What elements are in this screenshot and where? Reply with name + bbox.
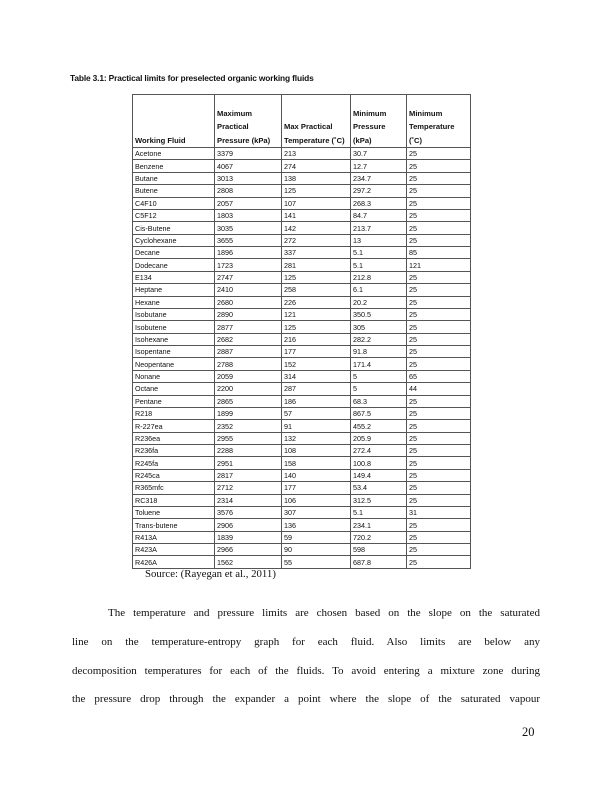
cell-max-temperature: 213 xyxy=(282,148,351,160)
cell-min-temperature: 25 xyxy=(407,482,471,494)
table-row xyxy=(133,247,471,259)
cell-max-pressure: 2200 xyxy=(215,383,282,395)
cell-min-pressure: 171.4 xyxy=(351,358,407,370)
cell-max-pressure: 3379 xyxy=(215,148,282,160)
cell-max-temperature: 337 xyxy=(282,247,351,259)
cell-max-pressure: 2059 xyxy=(215,370,282,382)
paragraph-line: The temperature and pressure limits are chosen based on the slope on the saturated xyxy=(108,607,540,619)
cell-min-pressure: 5 xyxy=(351,383,407,395)
cell-max-pressure: 2951 xyxy=(215,457,282,469)
cell-max-pressure: 1723 xyxy=(215,259,282,271)
cell-min-pressure: 84.7 xyxy=(351,209,407,221)
cell-max-pressure: 2788 xyxy=(215,358,282,370)
table-row xyxy=(133,445,471,457)
cell-max-temperature: 138 xyxy=(282,172,351,184)
cell-min-pressure: 297.2 xyxy=(351,185,407,197)
cell-min-temperature: 121 xyxy=(407,259,471,271)
cell-max-pressure: 1839 xyxy=(215,531,282,543)
table-row xyxy=(133,185,471,197)
cell-min-pressure: 687.8 xyxy=(351,556,407,568)
table-row xyxy=(133,531,471,543)
cell-min-temperature: 25 xyxy=(407,148,471,160)
cell-fluid-name: Nonane xyxy=(133,370,215,382)
cell-max-pressure: 2352 xyxy=(215,420,282,432)
cell-max-temperature: 106 xyxy=(282,494,351,506)
cell-min-temperature: 25 xyxy=(407,160,471,172)
cell-min-temperature: 25 xyxy=(407,556,471,568)
cell-max-temperature: 186 xyxy=(282,395,351,407)
table-row xyxy=(133,469,471,481)
cell-fluid-name: Cis-Butene xyxy=(133,222,215,234)
table-row xyxy=(133,346,471,358)
cell-min-pressure: 53.4 xyxy=(351,482,407,494)
table-row xyxy=(133,308,471,320)
working-fluids-table xyxy=(132,94,471,569)
cell-min-pressure: 13 xyxy=(351,234,407,246)
cell-max-temperature: 274 xyxy=(282,160,351,172)
cell-min-pressure: 234.7 xyxy=(351,172,407,184)
cell-max-pressure: 2906 xyxy=(215,519,282,531)
table-row xyxy=(133,383,471,395)
cell-max-pressure: 2887 xyxy=(215,346,282,358)
cell-min-temperature: 25 xyxy=(407,197,471,209)
cell-min-pressure: 350.5 xyxy=(351,308,407,320)
header-working-fluid: Working Fluid xyxy=(133,95,215,148)
cell-min-temperature: 25 xyxy=(407,519,471,531)
cell-min-pressure: 213.7 xyxy=(351,222,407,234)
cell-max-temperature: 125 xyxy=(282,271,351,283)
cell-min-temperature: 25 xyxy=(407,185,471,197)
cell-max-pressure: 4067 xyxy=(215,160,282,172)
cell-min-temperature: 25 xyxy=(407,234,471,246)
cell-max-temperature: 281 xyxy=(282,259,351,271)
cell-min-temperature: 25 xyxy=(407,271,471,283)
cell-max-temperature: 125 xyxy=(282,321,351,333)
cell-max-temperature: 108 xyxy=(282,445,351,457)
cell-min-temperature: 25 xyxy=(407,407,471,419)
cell-max-temperature: 59 xyxy=(282,531,351,543)
cell-max-pressure: 2955 xyxy=(215,432,282,444)
cell-fluid-name: Isopentane xyxy=(133,346,215,358)
cell-min-temperature: 25 xyxy=(407,494,471,506)
cell-max-pressure: 2890 xyxy=(215,308,282,320)
cell-fluid-name: R245ca xyxy=(133,469,215,481)
cell-fluid-name: R413A xyxy=(133,531,215,543)
header-min-pressure: Minimum Pressure (kPa) xyxy=(351,95,407,148)
cell-min-temperature: 65 xyxy=(407,370,471,382)
cell-max-temperature: 158 xyxy=(282,457,351,469)
cell-max-pressure: 2288 xyxy=(215,445,282,457)
cell-min-pressure: 91.8 xyxy=(351,346,407,358)
cell-fluid-name: RC318 xyxy=(133,494,215,506)
cell-min-pressure: 5.1 xyxy=(351,247,407,259)
cell-max-temperature: 216 xyxy=(282,333,351,345)
cell-min-pressure: 12.7 xyxy=(351,160,407,172)
cell-fluid-name: Octane xyxy=(133,383,215,395)
cell-max-temperature: 125 xyxy=(282,185,351,197)
cell-fluid-name: R245fa xyxy=(133,457,215,469)
cell-min-temperature: 25 xyxy=(407,420,471,432)
cell-min-temperature: 25 xyxy=(407,222,471,234)
table-row xyxy=(133,209,471,221)
cell-min-pressure: 268.3 xyxy=(351,197,407,209)
cell-min-pressure: 720.2 xyxy=(351,531,407,543)
cell-min-pressure: 305 xyxy=(351,321,407,333)
cell-fluid-name: R-227ea xyxy=(133,420,215,432)
cell-max-temperature: 287 xyxy=(282,383,351,395)
cell-fluid-name: Decane xyxy=(133,247,215,259)
cell-max-temperature: 107 xyxy=(282,197,351,209)
table-row xyxy=(133,407,471,419)
cell-max-pressure: 2865 xyxy=(215,395,282,407)
cell-fluid-name: C4F10 xyxy=(133,197,215,209)
table-row xyxy=(133,432,471,444)
table-row xyxy=(133,420,471,432)
cell-max-temperature: 152 xyxy=(282,358,351,370)
cell-min-pressure: 272.4 xyxy=(351,445,407,457)
cell-max-temperature: 226 xyxy=(282,296,351,308)
cell-max-temperature: 121 xyxy=(282,308,351,320)
cell-min-temperature: 25 xyxy=(407,172,471,184)
table-row xyxy=(133,556,471,568)
cell-fluid-name: R218 xyxy=(133,407,215,419)
cell-fluid-name: Heptane xyxy=(133,284,215,296)
cell-max-pressure: 3576 xyxy=(215,506,282,518)
cell-max-temperature: 307 xyxy=(282,506,351,518)
cell-max-pressure: 2057 xyxy=(215,197,282,209)
cell-max-temperature: 132 xyxy=(282,432,351,444)
header-max-temperature: Max Practical Temperature (˚C) xyxy=(282,95,351,148)
cell-fluid-name: Neopentane xyxy=(133,358,215,370)
cell-min-temperature: 25 xyxy=(407,445,471,457)
cell-max-pressure: 2712 xyxy=(215,482,282,494)
cell-max-temperature: 258 xyxy=(282,284,351,296)
table-row xyxy=(133,296,471,308)
table-source: Source: (Rayegan et al., 2011) xyxy=(145,568,276,580)
cell-max-temperature: 55 xyxy=(282,556,351,568)
cell-max-pressure: 2817 xyxy=(215,469,282,481)
table-row xyxy=(133,148,471,160)
cell-max-pressure: 2808 xyxy=(215,185,282,197)
table-row xyxy=(133,284,471,296)
cell-min-pressure: 282.2 xyxy=(351,333,407,345)
cell-min-temperature: 25 xyxy=(407,209,471,221)
cell-min-temperature: 85 xyxy=(407,247,471,259)
cell-min-pressure: 455.2 xyxy=(351,420,407,432)
cell-max-temperature: 141 xyxy=(282,209,351,221)
cell-max-pressure: 2966 xyxy=(215,544,282,556)
cell-min-pressure: 149.4 xyxy=(351,469,407,481)
cell-max-pressure: 2747 xyxy=(215,271,282,283)
table-row xyxy=(133,457,471,469)
table-row xyxy=(133,234,471,246)
cell-fluid-name: Isohexane xyxy=(133,333,215,345)
cell-min-pressure: 30.7 xyxy=(351,148,407,160)
cell-fluid-name: Butene xyxy=(133,185,215,197)
cell-max-temperature: 140 xyxy=(282,469,351,481)
table-row xyxy=(133,333,471,345)
cell-min-pressure: 100.8 xyxy=(351,457,407,469)
cell-fluid-name: R236ea xyxy=(133,432,215,444)
cell-min-pressure: 5.1 xyxy=(351,259,407,271)
table-row xyxy=(133,172,471,184)
cell-min-temperature: 25 xyxy=(407,333,471,345)
table-row xyxy=(133,321,471,333)
cell-max-pressure: 2680 xyxy=(215,296,282,308)
paragraph-line: line on the temperature-entropy graph for each fluid. Also limits are below any xyxy=(72,635,540,648)
cell-max-pressure: 1899 xyxy=(215,407,282,419)
table-row xyxy=(133,259,471,271)
table-row xyxy=(133,370,471,382)
cell-max-pressure: 1562 xyxy=(215,556,282,568)
table-row xyxy=(133,506,471,518)
cell-max-temperature: 314 xyxy=(282,370,351,382)
table-row xyxy=(133,482,471,494)
cell-max-temperature: 272 xyxy=(282,234,351,246)
cell-min-temperature: 25 xyxy=(407,296,471,308)
cell-max-temperature: 142 xyxy=(282,222,351,234)
cell-max-pressure: 2877 xyxy=(215,321,282,333)
cell-min-temperature: 25 xyxy=(407,308,471,320)
cell-min-pressure: 5 xyxy=(351,370,407,382)
cell-max-temperature: 57 xyxy=(282,407,351,419)
table-row xyxy=(133,160,471,172)
cell-fluid-name: R236fa xyxy=(133,445,215,457)
cell-fluid-name: R426A xyxy=(133,556,215,568)
cell-min-temperature: 25 xyxy=(407,544,471,556)
cell-max-pressure: 3013 xyxy=(215,172,282,184)
cell-min-pressure: 6.1 xyxy=(351,284,407,296)
cell-max-pressure: 2682 xyxy=(215,333,282,345)
paragraph-line: decomposition temperatures for each of the fluids. To avoid entering a mixture zone during xyxy=(72,664,540,677)
cell-max-pressure: 1896 xyxy=(215,247,282,259)
page-number: 20 xyxy=(522,725,535,739)
cell-max-pressure: 2410 xyxy=(215,284,282,296)
cell-min-pressure: 312.5 xyxy=(351,494,407,506)
table-header-row xyxy=(133,95,471,148)
cell-max-pressure: 1803 xyxy=(215,209,282,221)
table-row xyxy=(133,197,471,209)
cell-min-pressure: 867.5 xyxy=(351,407,407,419)
cell-min-pressure: 68.3 xyxy=(351,395,407,407)
cell-min-temperature: 25 xyxy=(407,457,471,469)
cell-max-temperature: 136 xyxy=(282,519,351,531)
table-row xyxy=(133,358,471,370)
cell-fluid-name: Trans-butene xyxy=(133,519,215,531)
cell-min-temperature: 25 xyxy=(407,346,471,358)
cell-fluid-name: Dodecane xyxy=(133,259,215,271)
cell-max-temperature: 177 xyxy=(282,482,351,494)
cell-fluid-name: E134 xyxy=(133,271,215,283)
cell-min-pressure: 205.9 xyxy=(351,432,407,444)
table-row xyxy=(133,544,471,556)
table-row xyxy=(133,271,471,283)
table-row xyxy=(133,519,471,531)
cell-min-pressure: 20.2 xyxy=(351,296,407,308)
cell-fluid-name: Hexane xyxy=(133,296,215,308)
table-caption: Table 3.1: Practical limits for preselected organic working fluids xyxy=(70,73,314,83)
cell-min-temperature: 25 xyxy=(407,395,471,407)
cell-fluid-name: Isobutene xyxy=(133,321,215,333)
cell-min-temperature: 25 xyxy=(407,432,471,444)
cell-min-temperature: 25 xyxy=(407,358,471,370)
table-row xyxy=(133,222,471,234)
cell-max-temperature: 177 xyxy=(282,346,351,358)
cell-fluid-name: Pentane xyxy=(133,395,215,407)
cell-min-pressure: 212.8 xyxy=(351,271,407,283)
body-paragraph xyxy=(72,599,540,714)
cell-max-pressure: 3035 xyxy=(215,222,282,234)
cell-fluid-name: Toluene xyxy=(133,506,215,518)
cell-fluid-name: Acetone xyxy=(133,148,215,160)
cell-fluid-name: Benzene xyxy=(133,160,215,172)
cell-fluid-name: Butane xyxy=(133,172,215,184)
cell-max-temperature: 91 xyxy=(282,420,351,432)
cell-fluid-name: Isobutane xyxy=(133,308,215,320)
cell-min-temperature: 25 xyxy=(407,469,471,481)
cell-max-pressure: 2314 xyxy=(215,494,282,506)
cell-fluid-name: R365mfc xyxy=(133,482,215,494)
cell-min-pressure: 234.1 xyxy=(351,519,407,531)
table-row xyxy=(133,494,471,506)
cell-min-temperature: 44 xyxy=(407,383,471,395)
cell-min-temperature: 31 xyxy=(407,506,471,518)
cell-fluid-name: C5F12 xyxy=(133,209,215,221)
paragraph-line: the pressure drop through the expander a point where the slope of the saturated vapour xyxy=(72,693,540,706)
cell-fluid-name: R423A xyxy=(133,544,215,556)
table-row xyxy=(133,395,471,407)
cell-max-temperature: 90 xyxy=(282,544,351,556)
cell-max-pressure: 3655 xyxy=(215,234,282,246)
cell-min-pressure: 5.1 xyxy=(351,506,407,518)
cell-min-temperature: 25 xyxy=(407,321,471,333)
header-max-pressure: Maximum Practical Pressure (kPa) xyxy=(215,95,282,148)
cell-min-temperature: 25 xyxy=(407,531,471,543)
cell-min-temperature: 25 xyxy=(407,284,471,296)
header-min-temperature: Minimum Temperature (˚C) xyxy=(407,95,471,148)
cell-fluid-name: Cyclohexane xyxy=(133,234,215,246)
cell-min-pressure: 598 xyxy=(351,544,407,556)
